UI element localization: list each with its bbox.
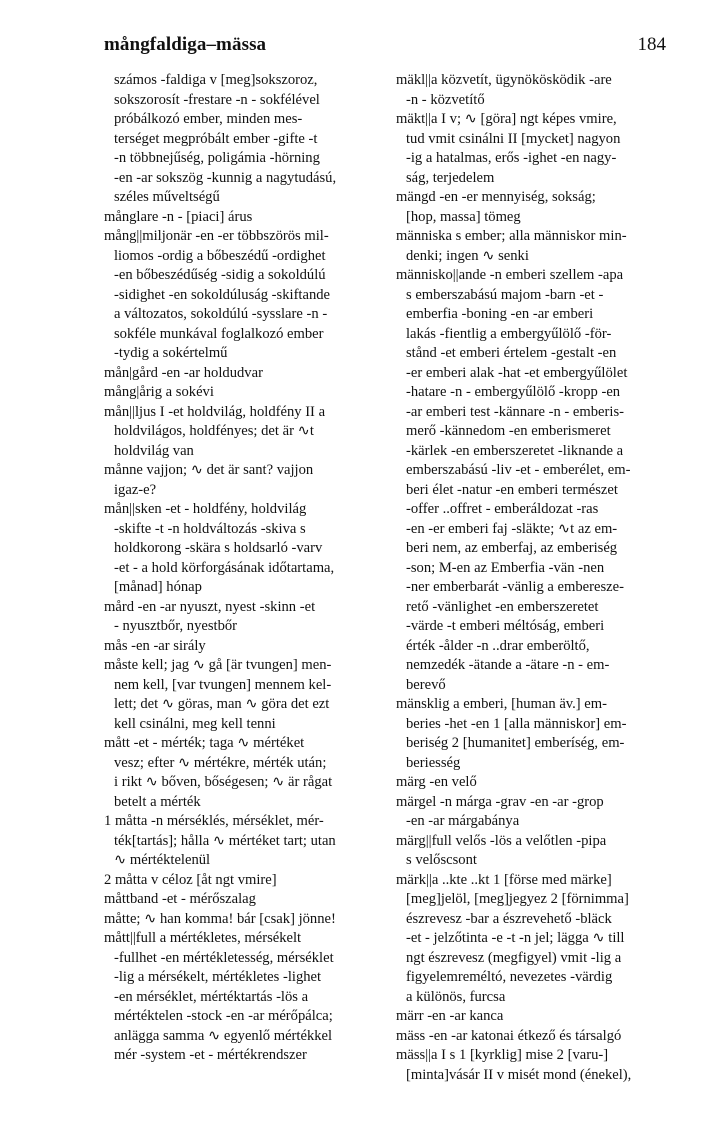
entry-line: -ar emberi test -kännare -n - emberis-	[406, 403, 624, 420]
entry-line: i rikt ∿ bőven, bőségesen; ∿ är rågat	[114, 774, 333, 790]
entry-line: denki; ingen ∿ senki	[406, 247, 529, 264]
entry-line: mård -en -ar nyuszt, nyest -skinn -et	[104, 598, 316, 615]
entry-line: mått||full a mértékletes, mérsékelt	[104, 930, 302, 946]
entry-line: månglare -n - [piaci] árus	[104, 208, 253, 225]
entry-line: emberfia -boning -en -ar emberi	[406, 306, 594, 322]
entry-line: mång||miljonär -en -er többszörös mil-	[104, 228, 329, 244]
entry-line: mäkt||a I v; ∿ [göra] ngt képes vmire,	[396, 111, 617, 127]
entry-line: liomos -ordig a bőbeszédű -ordighet	[114, 247, 326, 264]
entry-line: märk||a ..kte ..kt 1 [förse med märke]	[396, 871, 612, 888]
entry-line: számos -faldiga v [meg]sokszoroz,	[114, 72, 318, 88]
entry-line: beriesség	[406, 754, 461, 771]
entry-line: -en -ar márgabánya	[406, 813, 520, 829]
entry-line: ték[tartás]; hålla ∿ mértéket tart; utan	[114, 832, 336, 849]
entry-line: figyelemreméltó, nevezetes -värdig	[406, 969, 613, 985]
entry-line: beri nem, az emberfaj, az emberiség	[406, 540, 618, 556]
entry-line: människo||ande -n emberi szellem -apa	[396, 267, 624, 283]
entry-line: [meg]jelöl, [meg]jegyez 2 [förnimma]	[406, 891, 629, 907]
entry-line: vesz; efter ∿ mértékre, mérték után;	[114, 754, 327, 771]
entry-line: -et - a hold körforgásának időtartama,	[114, 559, 335, 576]
entry-line: stånd -et emberi értelem -gestalt -en	[406, 345, 617, 361]
entry-line: terséget megpróbált ember -gifte -t	[114, 130, 318, 147]
entry-line: ∿ mértéktelenül	[114, 852, 211, 868]
entry-line: -son; M-en az Emberfia -vän -nen	[406, 559, 605, 576]
entry-line: -ner emberbarát -vänlig a emberesze-	[406, 579, 624, 595]
entry-line: -er emberi alak -hat -et embergyűlölet	[406, 364, 628, 381]
entry-line: széles műveltségű	[114, 189, 220, 205]
right-column	[396, 71, 666, 1085]
entry-line: anlägga samma ∿ egyenlő mértékkel	[114, 1027, 333, 1044]
entry-line: sokféle munkával foglalkozó ember	[114, 325, 324, 342]
entry-line: kell csinálni, meg kell tenni	[114, 715, 276, 732]
entry-line: -ig a hatalmas, erős -ighet -en nagy-	[406, 150, 617, 166]
entry-line: mängd -en -er mennyiség, sokság;	[396, 189, 596, 205]
entry-line: tud vmit csinálni II [mycket] nagyon	[406, 130, 621, 147]
entry-line: mång|årig a sokévi	[104, 384, 214, 400]
entry-line: måtte; ∿ han komma! bár [csak] jönne!	[104, 910, 336, 927]
entry-line: próbálkozó ember, minden mes-	[114, 111, 303, 127]
entry-line: -tydig a sokértelmű	[114, 345, 228, 361]
entry-line: holdvilág van	[114, 442, 194, 459]
entry-line: a változatos, sokoldúlú -sysslare -n -	[114, 306, 328, 322]
running-head: mångfaldiga–mässa	[104, 34, 267, 55]
entry-line: -et - jelzőtinta -e -t -n jel; lägga ∿ till	[406, 930, 625, 946]
entry-line: -n - közvetítő	[406, 91, 485, 108]
entry-line: mån||ljus I -et holdvilág, holdfény II a	[104, 403, 326, 420]
entry-line: 2 måtta v céloz [åt ngt vmire]	[104, 871, 277, 888]
entry-line: merő -kännedom -en emberismeret	[406, 423, 611, 439]
entry-line: a különös, furcsa	[406, 988, 506, 1005]
entry-line: igaz-e?	[114, 481, 157, 498]
entry-line: beriség 2 [humanitet] emberíség, em-	[406, 735, 625, 751]
entry-line: måste kell; jag ∿ gå [är tvungen] men-	[104, 657, 332, 673]
entry-line: -sidighet -en sokoldúluság -skiftande	[114, 286, 331, 303]
entry-line: [månad] hónap	[114, 579, 202, 595]
entry-line: mått -et - mérték; taga ∿ mértéket	[104, 735, 305, 751]
entry-line: -lig a mérsékelt, mértékletes -lighet	[114, 969, 322, 985]
entry-line: beri élet -natur -en emberi természet	[406, 481, 618, 498]
entry-line: mértéktelen -stock -en -ar mérőpálca;	[114, 1008, 333, 1024]
page-header	[104, 34, 666, 60]
entry-line: mån|gård -en -ar holdudvar	[104, 364, 263, 381]
entry-line: lett; det ∿ göras, man ∿ göra det ezt	[114, 696, 330, 712]
entry-line: -hatare -n - embergyűlölő -kropp -en	[406, 384, 621, 400]
entry-line: mänsklig a emberi, [human äv.] em-	[396, 696, 607, 712]
entry-line: - nyusztbőr, nyestbőr	[114, 618, 238, 634]
page-number: 184	[637, 34, 666, 55]
entry-line: érték -ålder -n ..drar emberöltő,	[406, 637, 590, 654]
entry-line: -offer ..offret - emberáldozat -ras	[406, 501, 599, 517]
entry-line: -en mérséklet, mértéktartás -lös a	[114, 988, 309, 1005]
entry-line: -en bőbeszédűség -sidig a sokoldúlú	[114, 267, 326, 283]
entry-line: -en -er emberi faj -släkte; ∿t az em-	[406, 520, 618, 537]
entry-line: mån||sken -et - holdfény, holdvilág	[104, 501, 307, 517]
entry-line: mås -en -ar sirály	[104, 637, 206, 654]
entry-line: 1 måtta -n mérséklés, mérséklet, mér-	[104, 813, 324, 829]
entry-line: lakás -fientlig a embergyűlölő -för-	[406, 325, 612, 342]
entry-line: märgel -n márga -grav -en -ar -grop	[396, 793, 604, 810]
entry-line: holdvilágos, holdfényes; det är ∿t	[114, 423, 314, 439]
entry-line: mäss||a I s 1 [kyrklig] mise 2 [varu-]	[396, 1047, 609, 1063]
entry-line: betelt a mérték	[114, 793, 201, 810]
entry-line: månne vajjon; ∿ det är sant? vajjon	[104, 462, 314, 478]
entry-line: sokszorosít -frestare -n - sokfélével	[114, 91, 320, 108]
entry-line: mäss -en -ar katonai étkező és társalgó	[396, 1027, 622, 1044]
entry-line: emberszabású -liv -et - emberélet, em-	[406, 462, 631, 478]
entry-line: holdkorong -skära s holdsarló -varv	[114, 540, 323, 556]
entry-line: s emberszabású majom -barn -et -	[406, 286, 604, 303]
entry-line: s velőscsont	[406, 852, 477, 868]
entry-line: [minta]vásár II v misét mond (énekel),	[406, 1066, 632, 1083]
entry-line: észrevesz -bar a észrevehető -bläck	[406, 910, 612, 927]
entry-line: -fullhet -en mértékletesség, mérséklet	[114, 949, 334, 966]
entry-line: märr -en -ar kanca	[396, 1008, 504, 1024]
entry-line: rető -vänlighet -en emberszeretet	[406, 598, 599, 615]
entry-line: [hop, massa] tömeg	[406, 208, 521, 225]
entry-line: märg -en velő	[396, 774, 477, 790]
entry-line: beries -het -en 1 [alla människor] em-	[406, 715, 627, 732]
entry-line: -värde -t emberi méltóság, emberi	[406, 618, 605, 634]
entry-line: måttband -et - mérőszalag	[104, 891, 256, 907]
entry-line: nemzedék -ätande a -ätare -n - em-	[406, 657, 610, 673]
entry-line: märg||full velős -lös a velőtlen -pipa	[396, 832, 607, 849]
entry-line: ngt észrevesz (megfigyel) vmit -lig a	[406, 949, 622, 966]
entry-line: mäkl||a közvetít, ügynökösködik -are	[396, 72, 612, 88]
entry-line: ság, terjedelem	[406, 169, 495, 186]
entry-line: berevő	[406, 676, 446, 693]
entry-line: -skifte -t -n holdváltozás -skiva s	[114, 520, 306, 537]
entry-line: -kärlek -en emberszeretet -liknande a	[406, 442, 624, 459]
left-column	[104, 71, 372, 1066]
entry-line: mér -system -et - mértékrendszer	[114, 1047, 307, 1063]
entry-line: -n többnejűség, poligámia -hörning	[114, 150, 320, 166]
entry-line: -en -ar sokszög -kunnig a nagytudású,	[114, 169, 337, 186]
entry-line: människa s ember; alla människor min-	[396, 228, 627, 244]
entry-line: nem kell, [var tvungen] mennem kel-	[114, 676, 332, 693]
